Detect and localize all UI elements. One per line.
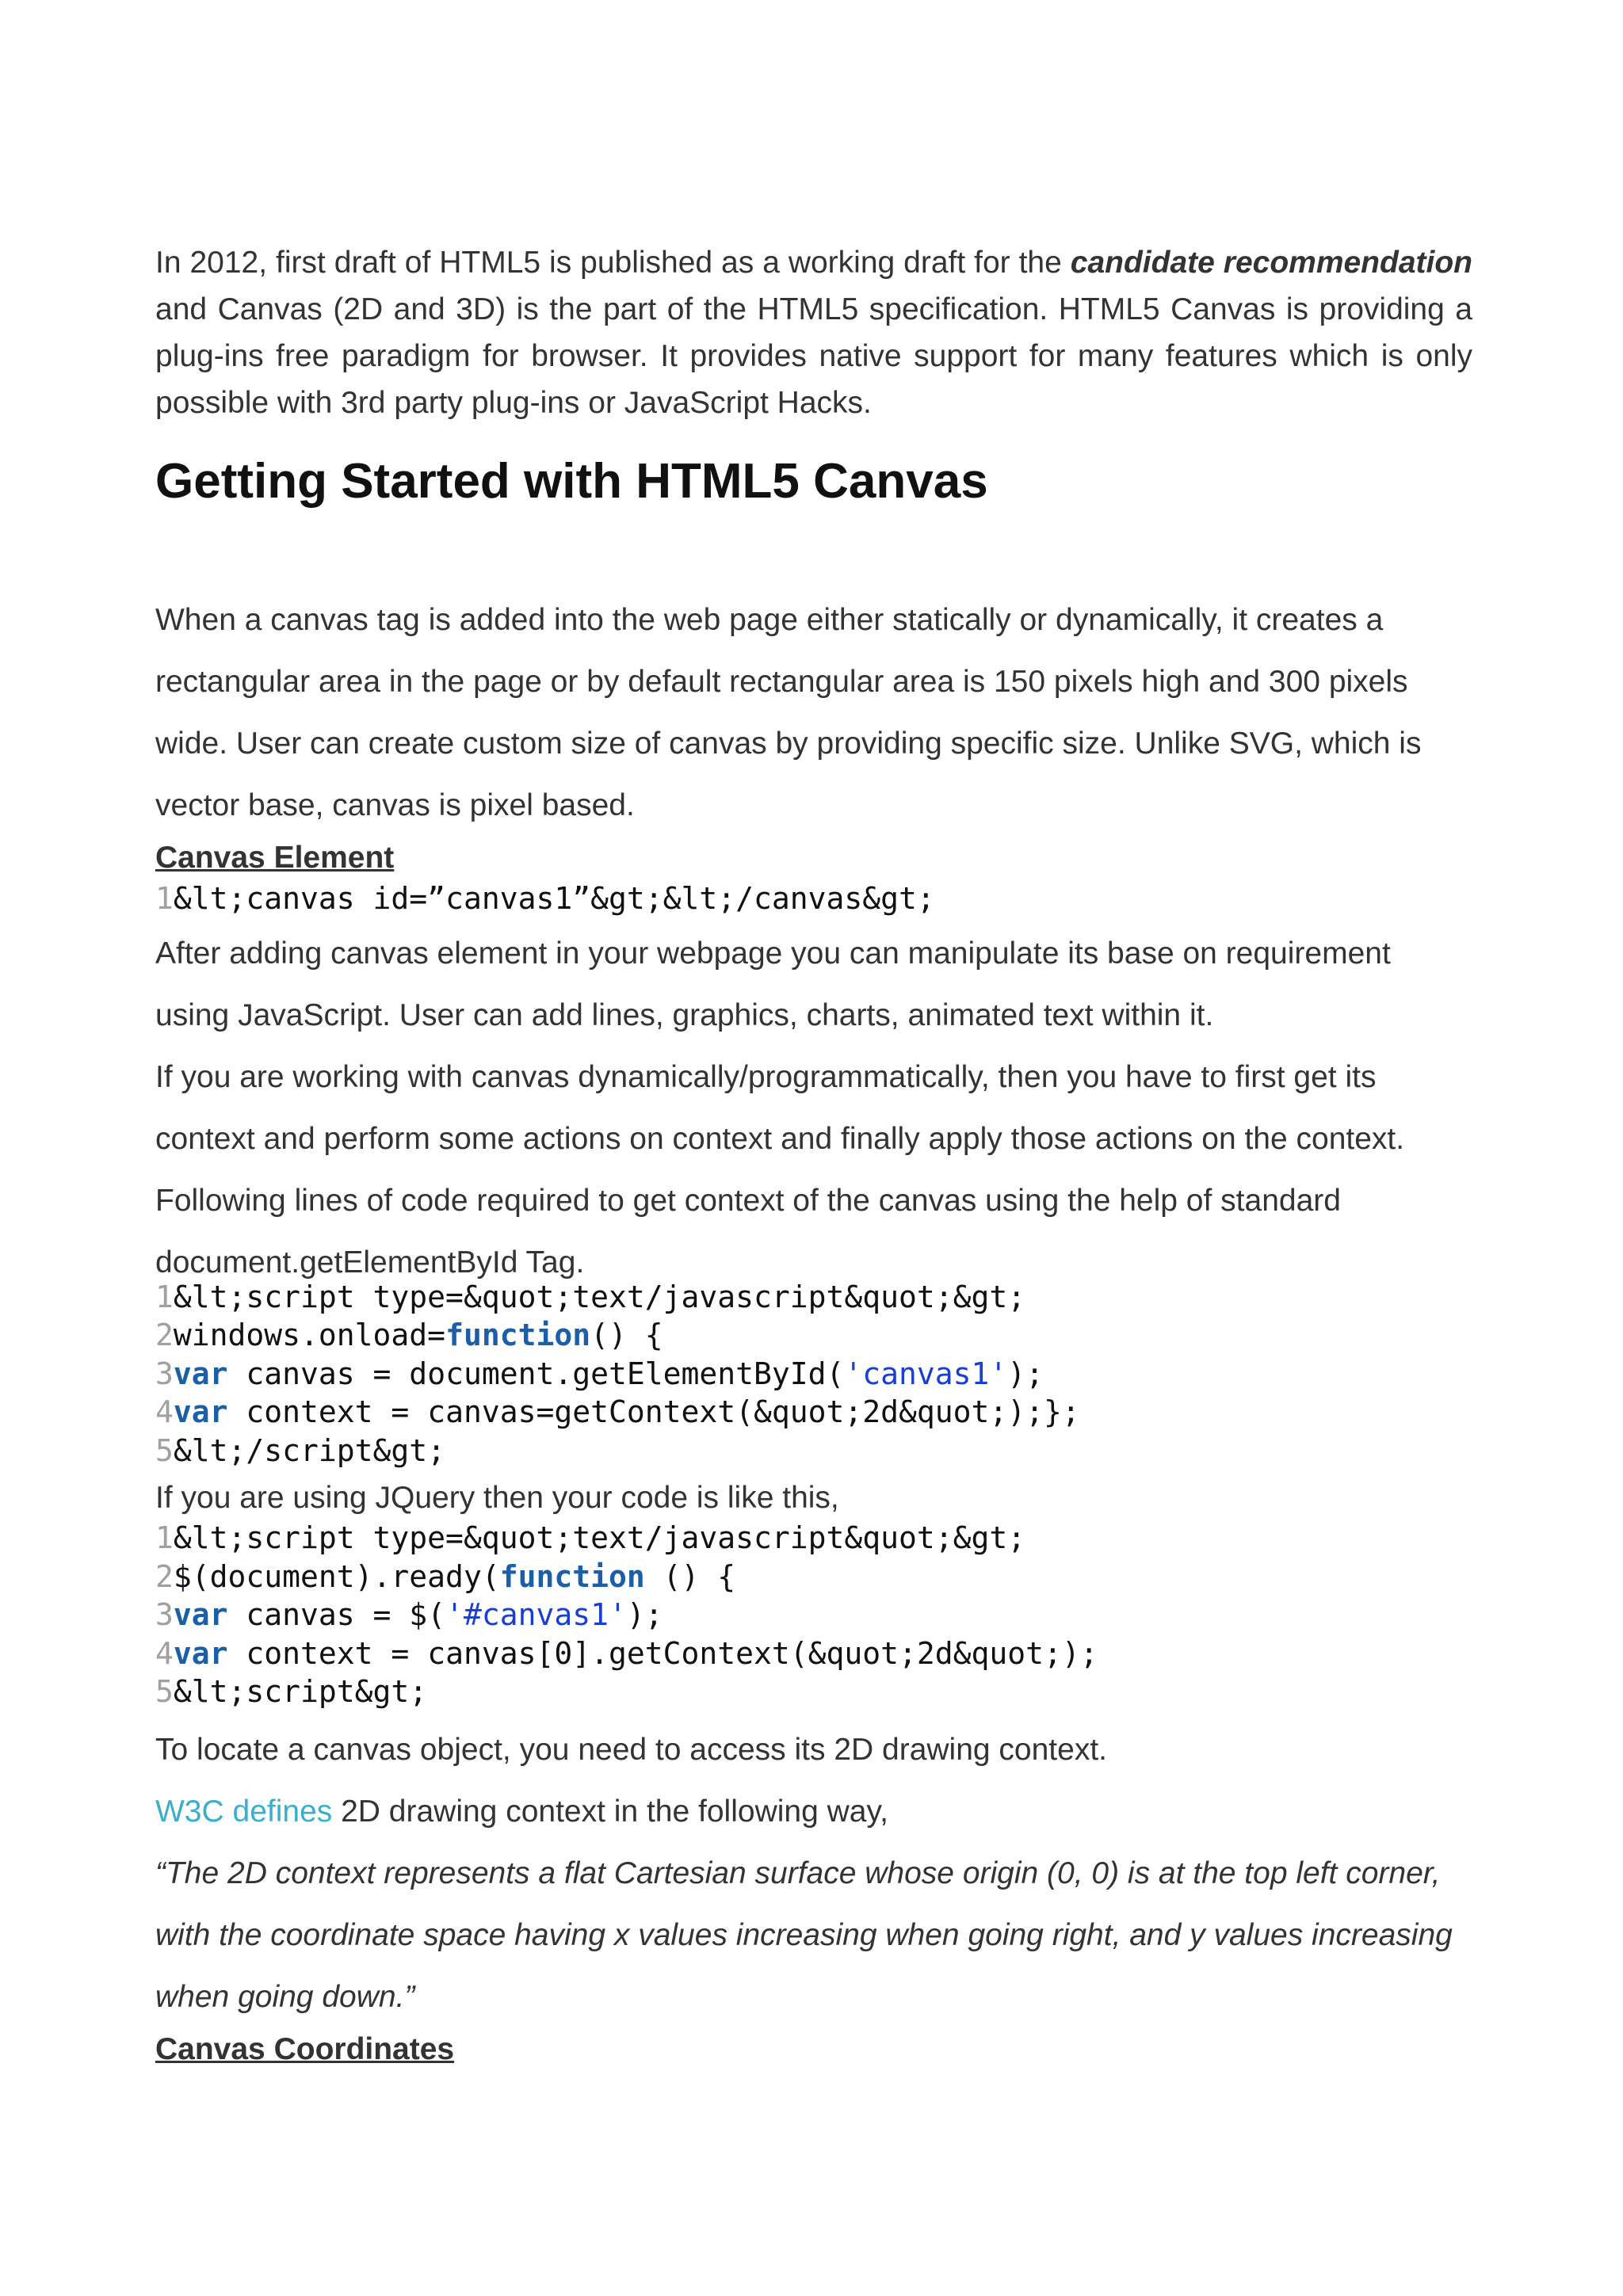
jquery-paragraph: If you are using JQuery then your code is like this, (155, 1481, 839, 1515)
code-keyword: var (173, 1597, 228, 1632)
code-text: &lt;script&gt; (173, 1674, 428, 1709)
code-text: &lt;/script&gt; (173, 1432, 446, 1468)
code-text: context = canvas[0].getContext(&quot;2d&quot;); (227, 1635, 1098, 1671)
canvas-element-subheading: Canvas Element (155, 841, 395, 875)
code-line (155, 1316, 1472, 1355)
code-line (155, 1278, 1472, 1317)
code-keyword: function (499, 1558, 645, 1594)
line-number: 1 (155, 1520, 174, 1555)
code-keyword: function (445, 1318, 591, 1352)
intro-emphasis: candidate recommendation (1070, 246, 1472, 280)
getelementbyid-code-block (155, 1278, 1472, 1470)
code-keyword: var (173, 1635, 228, 1671)
line-number: 1 (155, 881, 174, 916)
code-text: &lt;script type=&quot;text/javascript&quot;&gt; (173, 1279, 1026, 1314)
code-string: 'canvas1' (844, 1356, 1008, 1391)
jquery-code-block (155, 1519, 1472, 1711)
intro-text-after: and Canvas (2D and 3D) is the part of the HTML5 specification. HTML5 Canvas is providing a plug-ins free paradigm for browser. It provides native support for many features which is only possible with 3rd party plug-ins or JavaScript Hacks. (155, 292, 1472, 420)
code-line (155, 1393, 1472, 1432)
locate-paragraph: To locate a canvas object, you need to access its 2D drawing context. (155, 1732, 1108, 1767)
code-text: &lt;canvas id=”canvas1”&gt;&lt;/canvas&gt; (173, 881, 935, 916)
code-text: canvas = $( (227, 1597, 446, 1632)
line-number: 2 (155, 1558, 174, 1594)
line-number: 5 (155, 1674, 174, 1709)
code-text: $(document).ready( (173, 1558, 500, 1594)
canvas-coordinates-subheading: Canvas Coordinates (155, 2031, 455, 2066)
intro-text-before: In 2012, first draft of HTML5 is published as a working draft for the (155, 246, 1071, 280)
code-line (155, 1596, 1472, 1634)
code-line (155, 1432, 1472, 1470)
section-heading: Getting Started with HTML5 Canvas (155, 454, 988, 509)
code-line (155, 1558, 1472, 1596)
code-line (155, 1355, 1472, 1394)
code-line (155, 879, 1472, 918)
w3c-paragraph (155, 1781, 1472, 1843)
line-number: 5 (155, 1432, 174, 1468)
code-string: '#canvas1' (445, 1597, 627, 1632)
dynamic-context-paragraph: If you are working with canvas dynamically/programmatically, then you have to first get its context and perform some actions on context and finally apply those actions on the context. Following lines of code required to get context of the canvas using the help of standard document.getElementById Tag. (155, 1059, 1405, 1280)
code-text: context = canvas=getContext(&quot;2d&quot;);}; (227, 1394, 1080, 1429)
code-text: () { (590, 1318, 663, 1352)
line-number: 4 (155, 1394, 174, 1429)
code-keyword: var (173, 1394, 228, 1429)
code-line (155, 1634, 1472, 1673)
canvas-tag-paragraph: When a canvas tag is added into the web page either statically or dynamically, it creates a rectangular area in the page or by default rectangular area is 150 pixels high and 300 pixels wide. User can create custom size of canvas by providing specific size. Unlike SVG, which is vector base, canvas is pixel based. (155, 603, 1422, 822)
line-number: 4 (155, 1635, 174, 1671)
w3c-link[interactable]: W3C defines (155, 1794, 333, 1829)
intro-paragraph (155, 239, 1472, 426)
code-text: ); (1007, 1356, 1044, 1391)
code-text: () { (644, 1558, 736, 1594)
code-line (155, 1672, 1472, 1711)
code-text: canvas = document.getElementById( (227, 1356, 845, 1391)
line-number: 3 (155, 1356, 174, 1391)
code-keyword: var (173, 1356, 228, 1391)
code-text: ); (626, 1597, 663, 1632)
code-text: windows.onload= (173, 1318, 446, 1352)
line-number: 1 (155, 1279, 174, 1314)
w3c-quote: “The 2D context represents a flat Cartesian surface whose origin (0, 0) is at the top left corner, with the coordinate space having x values increasing when going right, and y values increasing when going down.” (155, 1855, 1453, 2014)
code-line (155, 1519, 1472, 1558)
line-number: 2 (155, 1318, 174, 1352)
canvas-element-code-block (155, 879, 1472, 918)
w3c-text-after: 2D drawing context in the following way, (332, 1794, 888, 1829)
code-text: &lt;script type=&quot;text/javascript&quot;&gt; (173, 1520, 1026, 1555)
line-number: 3 (155, 1597, 174, 1632)
after-adding-paragraph: After adding canvas element in your webpage you can manipulate its base on requirement using JavaScript. User can add lines, graphics, charts, animated text within it. (155, 936, 1391, 1032)
